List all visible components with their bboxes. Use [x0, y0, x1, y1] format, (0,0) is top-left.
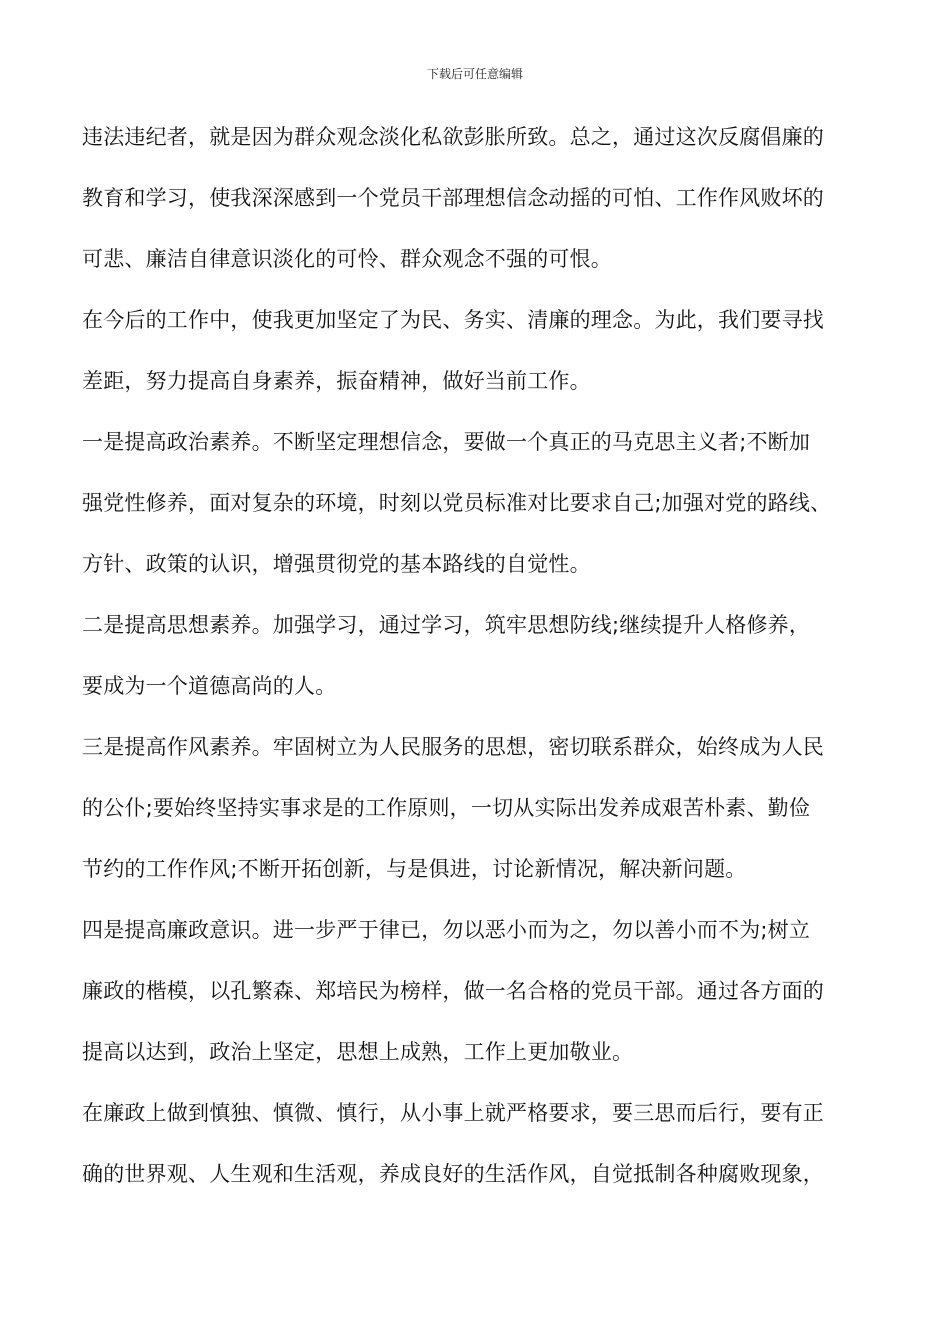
text-line: 方针、政策的认识，增强贯彻党的基本路线的自觉性。 [82, 552, 591, 576]
text-line: 廉政的楷模，以孔繁森、郑培民为榜样，做一名合格的党员干部。通过各方面的 [82, 979, 824, 1003]
text-line: 二是提高思想素养。加强学习，通过学习，筑牢思想防线;继续提升人格修养， [82, 613, 811, 637]
text-line: 提高以达到，政治上坚定，思想上成熟，工作上更加敬业。 [82, 1040, 634, 1064]
text-line: 要成为一个道德高尚的人。 [82, 674, 337, 698]
text-line: 在廉政上做到慎独、慎微、慎行，从小事上就严格要求，要三思而后行，要有正 [82, 1101, 824, 1125]
text-line: 四是提高廉政意识。进一步严于律已，勿以恶小而为之，勿以善小而不为;树立 [82, 918, 811, 942]
text-line: 的公仆;要始终坚持实事求是的工作原则，一切从实际出发养成艰苦朴素、勤俭 [82, 796, 811, 820]
text-line: 可悲、廉洁自律意识淡化的可怜、群众观念不强的可恨。 [82, 247, 612, 271]
text-line: 节约的工作作风;不断开拓创新，与是俱进，讨论新情况，解决新问题。 [82, 857, 747, 881]
text-line: 差距，努力提高自身素养，振奋精神，做好当前工作。 [82, 369, 591, 393]
text-line: 强党性修养，面对复杂的环境，时刻以党员标准对比要求自己;加强对党的路线、 [82, 491, 832, 515]
page-header: 下载后可任意编辑 [426, 67, 523, 81]
text-line: 违法违纪者，就是因为群众观念淡化私欲彭胀所致。总之，通过这次反腐倡廉的 [82, 125, 824, 149]
text-line: 三是提高作风素养。牢固树立为人民服务的思想，密切联系群众，始终成为人民 [82, 735, 824, 759]
document-body [82, 121, 882, 1219]
text-line: 一是提高政治素养。不断坚定理想信念，要做一个真正的马克思主义者;不断加 [82, 430, 811, 454]
text-line: 在今后的工作中，使我更加坚定了为民、务实、清廉的理念。为此，我们要寻找 [82, 308, 824, 332]
text-line: 教育和学习，使我深深感到一个党员干部理想信念动摇的可怕、工作作风败坏的 [82, 186, 824, 210]
text-line: 确的世界观、人生观和生活观，养成良好的生活作风，自觉抵制各种腐败现象， [82, 1162, 824, 1186]
